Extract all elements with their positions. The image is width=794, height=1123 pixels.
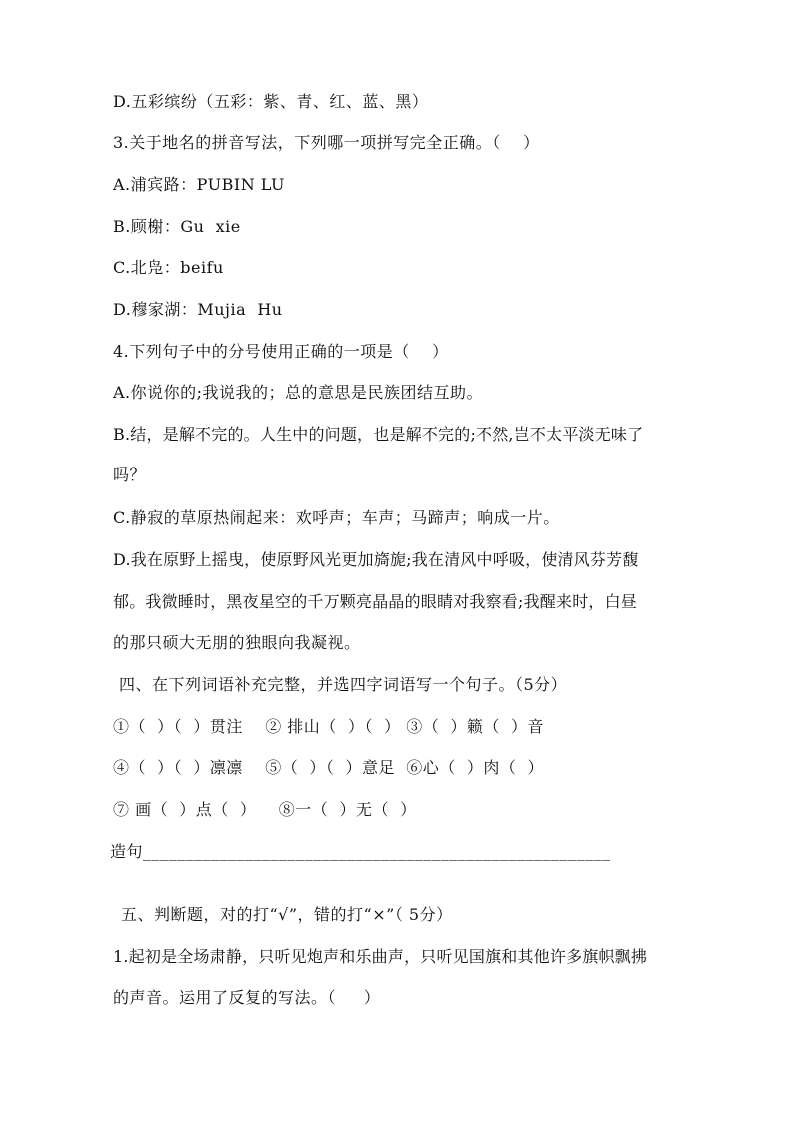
question-4-option-b-line2: 吗？ [113, 465, 147, 484]
question-3-title: 3.关于地名的拼音写法，下列哪一项拼写完全正确。（ ） [113, 133, 540, 152]
question-4-option-a: A.你说你的;我说我的；总的意思是民族团结互助。 [113, 383, 484, 402]
question-4-option-d-line1: D.我在原野上摇曳，使原野风光更加旖旎;我在清风中呼吸，使清风芬芳馥 [113, 550, 639, 569]
question-3-option-c: C.北凫：beifu [113, 258, 224, 277]
question-3-option-b: B.顾榭：Gu xie [113, 217, 241, 236]
section-4-items-row3: ⑦ 画（ ）点（ ） ⑧一（ ）无（ ） [113, 800, 417, 819]
question-4-option-b-line1: B.结，是解不完的。人生中的问题，也是解不完的;不然,岂不太平淡无味了 [113, 425, 644, 444]
section-5-q1-line1: 1.起初是全场肃静，只听见炮声和乐曲声，只听见国旗和其他许多旗帜飘拂 [113, 947, 648, 966]
section-4-items-row2: ④（ ）（ ）凛凛 ⑤（ ）（ ）意足 ⑥心（ ）肉（ ） [113, 758, 545, 777]
question-4-option-d-line3: 的那只硕大无朋的独眼向我凝视。 [113, 633, 361, 652]
section-4-heading: 四、在下列词语补充完整，并选四字词语写一个句子。（5分） [119, 675, 568, 694]
text-line-option-d-wucai: D.五彩缤纷（五彩：紫、青、红、蓝、黑） [113, 92, 429, 111]
section-4-items-row1: ①（ ）（ ）贯注 ② 排山（ ）（ ） ③（ ）籁（ ）音 [113, 717, 545, 736]
question-3-option-a: A.浦宾路：PUBIN LU [113, 175, 286, 194]
question-4-option-c: C.静寂的草原热闹起来：欢呼声；车声；马蹄声；响成一片。 [113, 508, 560, 527]
section-5-q1-line2: 的声音。运用了反复的写法。（ ） [113, 988, 381, 1007]
question-4-title: 4.下列句子中的分号使用正确的一项是（ ） [113, 342, 449, 361]
question-4-option-d-line2: 郁。我微睡时，黑夜星空的千万颗亮晶晶的眼睛对我察看;我醒来时，白昼 [113, 592, 637, 611]
section-5-heading: 五、判断题，对的打“√”，错的打“×”（ 5分） [121, 905, 453, 924]
sentence-writing-line: 造句_______________________________________________________ [110, 842, 611, 861]
question-3-option-d: D.穆家湖：Mujia Hu [113, 300, 283, 319]
